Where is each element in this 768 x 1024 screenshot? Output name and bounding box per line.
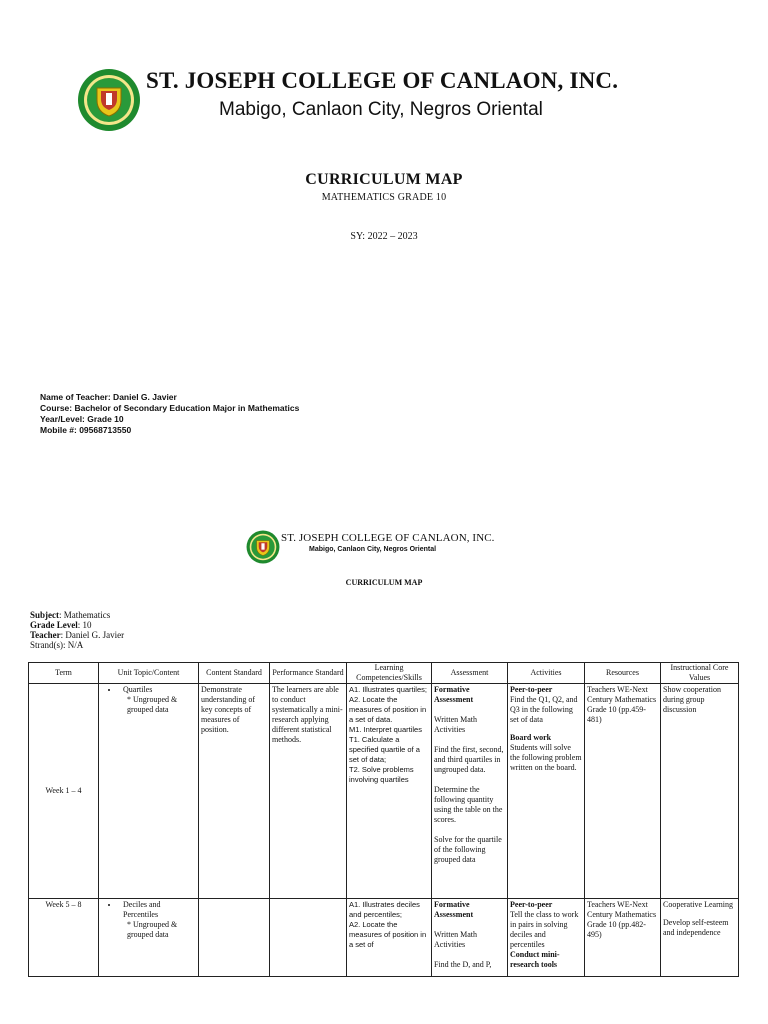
competencies-text: A1. Illustrates quartiles; A2. Locate the measures of position in a set of data. M1. Interpret quartiles T1. Calculate a specified quartile of a set of data; T2. Solve problems involving quartiles (349, 685, 427, 784)
competencies-cell (347, 899, 432, 977)
table-row (29, 684, 739, 899)
teacher-info (40, 392, 299, 436)
topic-cell (99, 899, 199, 977)
assessment-cell (432, 684, 508, 899)
assessment-item: Written Math Activities (434, 715, 477, 734)
teacher-course: Course: Bachelor of Secondary Education Major in Mathematics (40, 403, 300, 413)
teacher-mobile: Mobile #: 09568713550 (40, 425, 132, 435)
resources-cell: Teachers WE-Next Century Mathematics Grade 10 (pp.482-495) (585, 899, 661, 977)
curriculum-map-table (28, 662, 739, 977)
assessment-item: Written Math Activities (434, 930, 477, 949)
strand: Strand(s): N/A (30, 640, 84, 650)
activity-heading: Peer-to-peer (510, 685, 553, 694)
header-learning-competencies: Learning Competencies/Skills (347, 663, 432, 684)
school-address-secondary: Mabigo, Canlaon City, Negros Oriental (309, 546, 437, 553)
teacher-label: Teacher (30, 630, 61, 640)
content-standard-cell: Demonstrate understanding of key concepts of measures of position. (199, 684, 270, 899)
activity-heading: Board work (510, 733, 552, 742)
subject-label: Subject (30, 610, 59, 620)
teacher-name: Name of Teacher: Daniel G. Javier (40, 392, 177, 402)
assessment-cell (432, 899, 508, 977)
core-values-cell (661, 899, 739, 977)
activities-cell (508, 684, 585, 899)
activities-cell (508, 899, 585, 977)
teacher-value: : Daniel G. Javier (60, 630, 125, 640)
header-resources: Resources (585, 663, 661, 684)
school-seal-icon (77, 68, 141, 132)
header-assessment: Assessment (432, 663, 508, 684)
content-standard-cell (199, 899, 270, 977)
topic-note: * Ungrouped & grouped data (127, 695, 178, 714)
activity-heading: Conduct mini-research tools (510, 950, 560, 969)
assessment-item: Solve for the quartile of the following grouped data (434, 835, 502, 864)
competencies-cell (347, 684, 432, 899)
assessment-item: Find the D, and P, (434, 960, 492, 969)
activity-text: Students will solve the following problem written on the board. (510, 743, 582, 772)
topic-item: • Quartiles (119, 685, 196, 695)
header-core-values: Instructional Core Values (661, 663, 739, 684)
grade-label: Grade Level (30, 620, 78, 630)
activity-heading: Peer-to-peer (510, 900, 553, 909)
assessment-heading: Formative Assessment (434, 685, 474, 704)
document-subtitle: MATHEMATICS GRADE 10 (321, 192, 447, 203)
assessment-heading: Formative Assessment (434, 900, 474, 919)
curriculum-map-heading: CURRICULUM MAP (345, 578, 423, 587)
competencies-text: A1. Illustrates deciles and percentiles; A2. Locate the measures of position in a set of (349, 900, 427, 949)
grade-value: : 10 (77, 620, 92, 630)
performance-standard-cell: The learners are able to conduct systematically a mini-research applying different statistical methods. (270, 684, 347, 899)
activity-text: Find the Q1, Q2, and Q3 in the following set of data (510, 695, 578, 724)
subject-value: : Mathematics (59, 610, 111, 620)
activity-text: Tell the class to work in pairs in solving deciles and percentiles (510, 910, 579, 949)
header-term: Term (29, 663, 99, 684)
core-values-cell: Show cooperation during group discussion (661, 684, 739, 899)
topic-note: * Ungrouped & grouped data (127, 920, 178, 939)
header-performance-standard: Performance Standard (270, 663, 347, 684)
table-row (29, 899, 739, 977)
assessment-item: Determine the following quantity using the table on the scores. (434, 785, 503, 824)
document-title: CURRICULUM MAP (305, 171, 463, 188)
assessment-item: Find the first, second, and third quartiles in ungrouped data. (434, 745, 504, 774)
core-value: Cooperative Learning (663, 900, 733, 909)
school-year: SY: 2022 – 2023 (350, 231, 418, 242)
core-value: Develop self-esteem and independence (663, 918, 729, 937)
topic-item: • Deciles and Percentiles (119, 900, 196, 920)
header-content-standard: Content Standard (199, 663, 270, 684)
term-cell: Week 5 – 8 (29, 899, 99, 977)
topic-cell (99, 684, 199, 899)
school-seal-small-icon (246, 530, 280, 564)
table-header-row (29, 663, 739, 684)
school-address: Mabigo, Canlaon City, Negros Oriental (219, 99, 543, 120)
school-name: ST. JOSEPH COLLEGE OF CANLAON, INC. (146, 68, 619, 93)
teacher-year-level: Year/Level: Grade 10 (40, 414, 124, 424)
school-name-secondary: ST. JOSEPH COLLEGE OF CANLAON, INC. (281, 532, 495, 544)
performance-standard-cell (270, 899, 347, 977)
resources-cell: Teachers WE-Next Century Mathematics Grade 10 (pp.459-481) (585, 684, 661, 899)
subject-info (30, 610, 124, 650)
header-activities: Activities (508, 663, 585, 684)
term-cell: Week 1 – 4 (29, 684, 99, 899)
header-unit-topic: Unit Topic/Content (99, 663, 199, 684)
